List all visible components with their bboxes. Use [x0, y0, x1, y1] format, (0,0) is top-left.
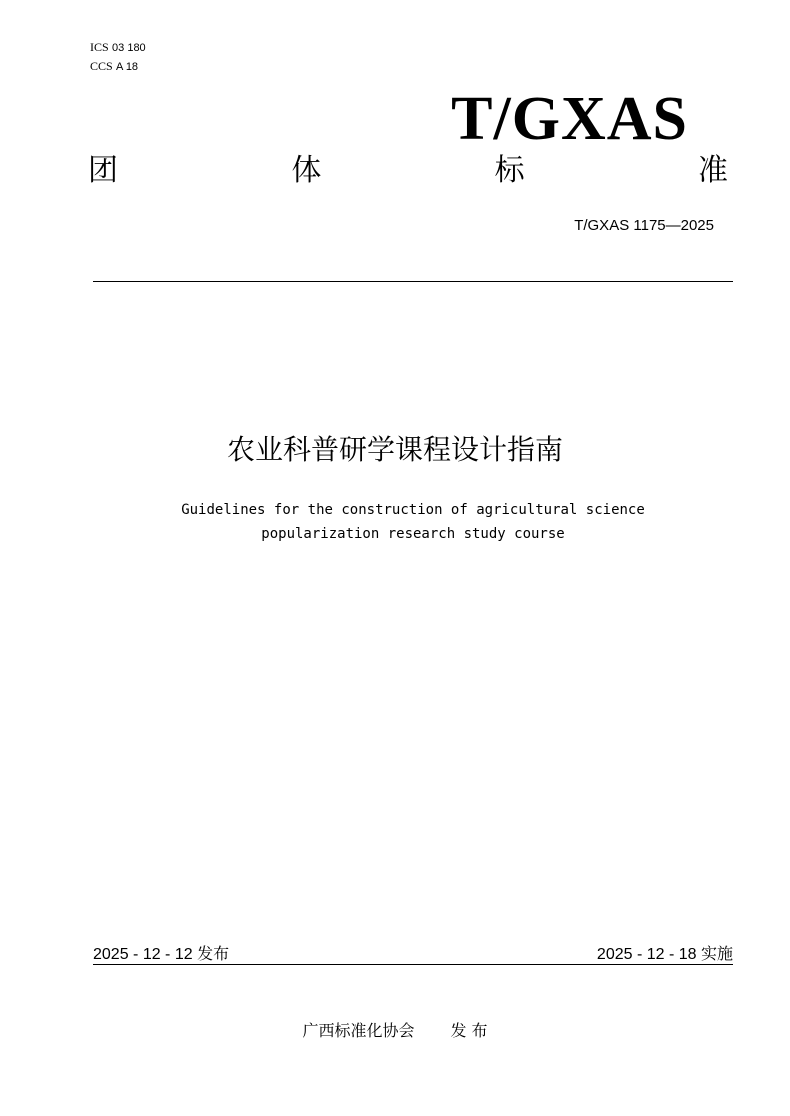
- document-title-en: [0, 498, 790, 546]
- document-title-cn: 农业科普研学课程设计指南: [226, 433, 563, 466]
- ccs-value: A 18: [116, 61, 139, 73]
- publish-date: 2025 - 12 - 12 发布: [93, 946, 230, 963]
- standard-type: [88, 152, 728, 192]
- publisher: [0, 1020, 790, 1042]
- ccs-code: [90, 59, 138, 74]
- standard-type-char: 准: [697, 153, 728, 188]
- implement-date: 2025 - 12 - 18 实施: [596, 946, 733, 963]
- standard-number: T/GXAS 1175—2025: [574, 217, 714, 234]
- ics-value: 03 180: [112, 42, 146, 54]
- standard-type-char: 标: [494, 153, 525, 188]
- ics-label: ICS: [90, 40, 109, 54]
- standard-type-char: 团: [88, 153, 118, 188]
- ccs-label: CCS: [90, 59, 113, 73]
- title-en-line: Guidelines for the construction of agricultural science: [181, 502, 645, 518]
- publisher-org: 广西标准化协会: [302, 1021, 415, 1040]
- standard-brand-code: T/GXAS: [451, 85, 688, 153]
- ics-code: [90, 40, 146, 55]
- standard-type-char: 体: [291, 153, 322, 188]
- title-en-line: popularization research study course: [261, 526, 565, 542]
- top-divider: [93, 281, 733, 282]
- publisher-action: 发 布: [450, 1021, 488, 1040]
- bottom-divider: [93, 964, 733, 965]
